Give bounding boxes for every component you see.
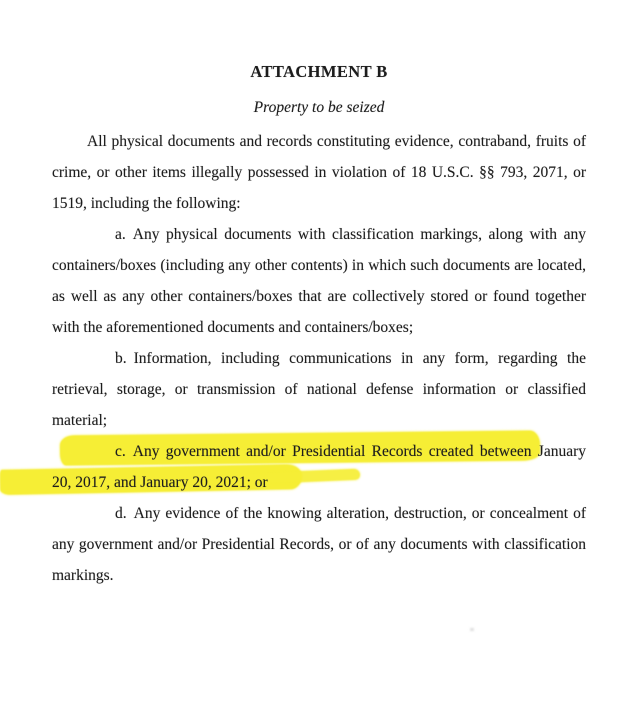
scan-speck (470, 628, 474, 631)
property-subtitle: Property to be seized (253, 99, 385, 116)
intro-paragraph: All physical documents and records constituting evidence, contraband, fruits of crime, or other items illegally possessed in violation of 18 U.S.C. §§ 793, 2071, or 1519, including the following: (52, 133, 586, 212)
document-content (52, 62, 586, 591)
item-b-paragraph (52, 343, 586, 436)
item-a-label: a. (115, 226, 126, 243)
item-b-text: Information, including communications in any form, regarding the retrieval, storage, or transmission of national defense information or classified material; (52, 350, 586, 429)
attachment-title: ATTACHMENT B (250, 62, 388, 81)
item-d-paragraph (52, 498, 586, 591)
item-a-text: Any physical documents with classification markings, along with any containers/boxes (including any other contents) in which such documents are located, as well as any other containers/boxes that are collectively stored or found together with the aforementioned documents and containers/boxes; (52, 226, 586, 336)
item-d-label: d. (115, 505, 127, 522)
item-c-label: c. (115, 443, 126, 460)
item-c-paragraph-highlighted (52, 436, 586, 498)
item-d-text: Any evidence of the knowing alteration, destruction, or concealment of any government and/or Presidential Records, or of any documents with classification markings. (52, 505, 586, 584)
item-b-label: b. (115, 350, 127, 367)
item-a-paragraph (52, 219, 586, 343)
item-c-text: Any government and/or Presidential Records created between January 20, 2017, and January 20, 2021; or (52, 443, 586, 491)
